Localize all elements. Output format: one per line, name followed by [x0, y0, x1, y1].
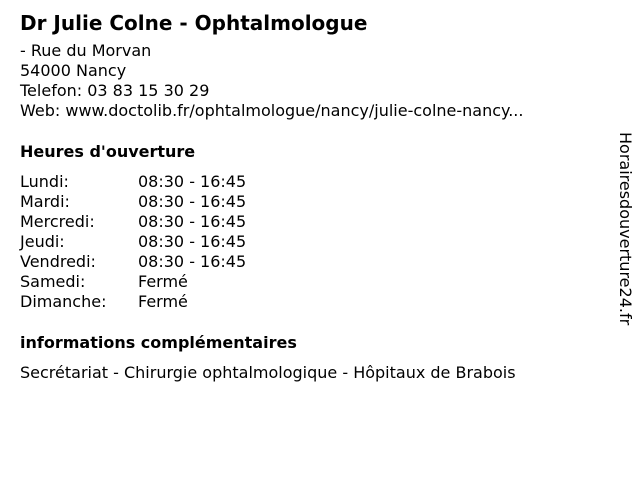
day-label: Dimanche: — [20, 292, 107, 311]
brand-watermark: Horairesdouverture24.fr — [616, 132, 635, 326]
day-label: Mardi: — [20, 192, 70, 211]
table-row — [20, 192, 246, 212]
day-label: Mercredi: — [20, 212, 95, 231]
hours-value: 08:30 - 16:45 — [138, 252, 247, 271]
hours-value: Fermé — [138, 272, 188, 291]
table-row — [20, 252, 246, 272]
table-row — [20, 212, 246, 232]
phone-number: Telefon: 03 83 15 30 29 — [20, 81, 210, 100]
hours-value: 08:30 - 16:45 — [138, 192, 247, 211]
hours-value: Fermé — [138, 292, 188, 311]
table-row — [20, 172, 246, 192]
opening-hours-heading: Heures d'ouverture — [20, 142, 196, 161]
additional-info-heading: informations complémentaires — [20, 333, 297, 352]
table-row — [20, 292, 246, 312]
table-row — [20, 272, 246, 292]
hours-value: 08:30 - 16:45 — [138, 232, 247, 251]
additional-info-text: Secrétariat - Chirurgie ophtalmologique - Hôpitaux de Brabois — [20, 363, 516, 382]
street-address: - Rue du Morvan — [20, 41, 152, 60]
hours-value: 08:30 - 16:45 — [138, 172, 247, 191]
hours-value: 08:30 - 16:45 — [138, 212, 247, 231]
opening-hours-table — [20, 172, 246, 312]
city-postcode: 54000 Nancy — [20, 61, 127, 80]
address-block — [20, 41, 610, 121]
website-link[interactable]: Web: www.doctolib.fr/ophtalmologue/nancy/julie-colne-nancy... — [20, 101, 524, 120]
page-title: Dr Julie Colne - Ophtalmologue — [20, 11, 368, 35]
day-label: Jeudi: — [20, 232, 65, 251]
day-label: Vendredi: — [20, 252, 96, 271]
day-label: Samedi: — [20, 272, 86, 291]
day-label: Lundi: — [20, 172, 69, 191]
doctor-card — [20, 10, 610, 383]
table-row — [20, 232, 246, 252]
